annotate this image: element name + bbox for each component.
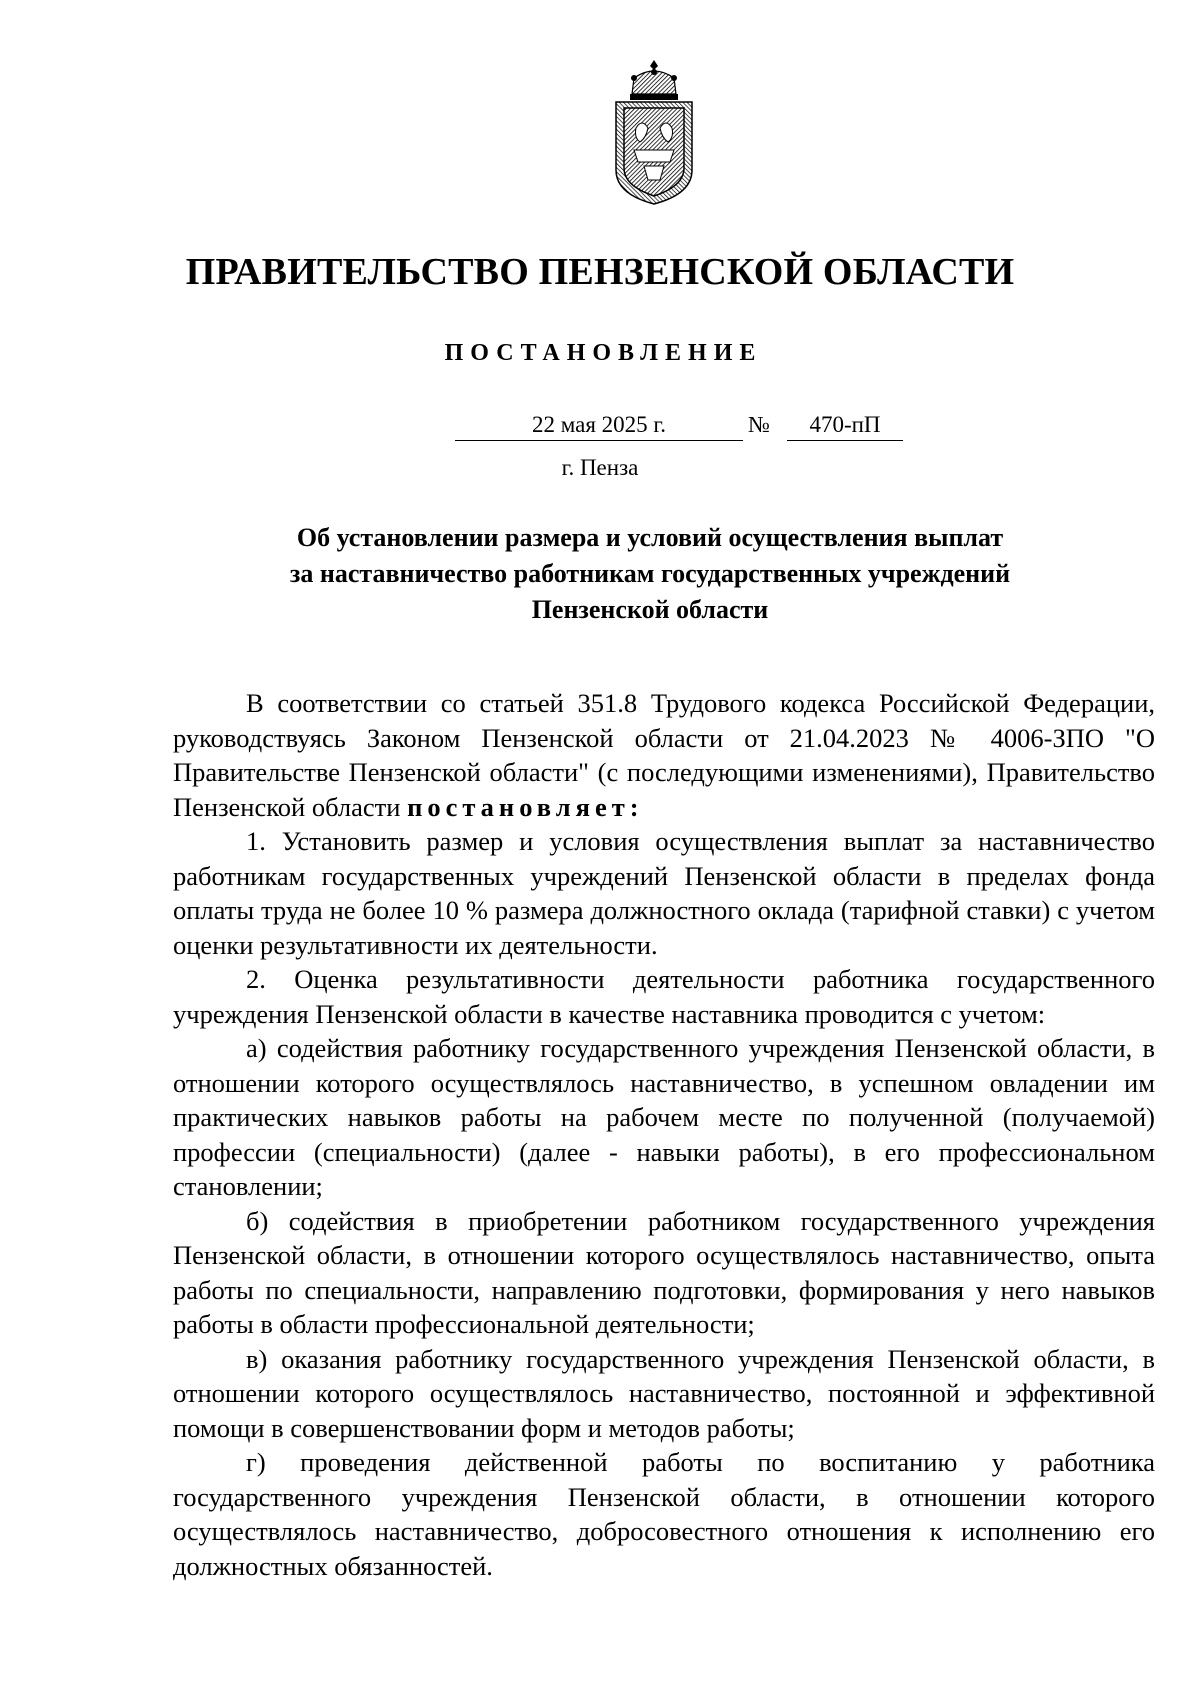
city: г. Пенза [561, 455, 639, 480]
resolves-keyword: постановляет: [407, 791, 644, 822]
document-type: ПОСТАНОВЛЕНИЕ [444, 340, 763, 366]
subparagraph-b: б) содействия в приобретении работником государственного учреждения Пензенской области, в отношении которого осуществлялось наставничество, опыта работы по специальности, направлению подготовки, формирования у него навыков работы в области профессиональной деятельности; [173, 1205, 1155, 1339]
subparagraph-a: а) содействия работнику государственного учреждения Пензенской области, в отношении которого осуществлялось наставничество, в успешном овладении им практических навыков работы на рабочем месте по полученной (получаемой) профессии (специальности) (далее - навыки работы), в его профессиональном становлении; [173, 1033, 1155, 1201]
paragraph-2: 2. Оценка результативности деятельности работника государственного учреждения Пензенской области в качестве наставника проводится с учетом: [173, 964, 1155, 1029]
subparagraph-g: г) проведения действенной работы по воспитанию у работника государственного учреждения Пензенской области, в отношении которого осуществлялось наставничество, добросовестного отношения к исполнению его должностных обязанностей. [173, 1447, 1155, 1581]
paragraph-1: 1. Установить размер и условия осуществления выплат за наставничество работникам государственных учреждений Пензенской области в пределах фонда оплаты труда не более 10 % размера должностного оклада (тарифной ставки) с учетом оценки результативности их деятельности. [173, 826, 1155, 960]
document-body [173, 686, 1155, 1583]
preamble-text: В соответствии со статьей 351.8 Трудового кодекса Российской Федерации, руководствуясь Законом Пензенской области от 21.04.2023 № 4006-ЗПО "О Правительстве Пензенской области" (с последующими изменениями), Правительство Пензенской области [173, 688, 1155, 822]
heading-line-3: Пензенской области [531, 595, 769, 624]
preamble-paragraph [173, 686, 1155, 824]
document-heading [250, 520, 1050, 628]
document-date: 22 мая 2025 г. [455, 410, 743, 441]
heading-line-1: Об установлении размера и условий осуществления выплат [296, 523, 1004, 552]
coat-of-arms-emblem-icon [604, 58, 704, 208]
government-title: ПРАВИТЕЛЬСТВО ПЕНЗЕНСКОЙ ОБЛАСТИ [185, 251, 1015, 293]
subparagraph-v: в) оказания работнику государственного учреждения Пензенской области, в отношении которого осуществлялось наставничество, постоянной и эффективной помощи в совершенствовании форм и методов работы; [173, 1343, 1155, 1443]
number-sign: № [748, 412, 770, 437]
heading-line-2: за наставничество работникам государственных учреждений [289, 559, 1011, 588]
document-number: 470-пП [787, 410, 903, 441]
date-number-line [0, 410, 1200, 444]
